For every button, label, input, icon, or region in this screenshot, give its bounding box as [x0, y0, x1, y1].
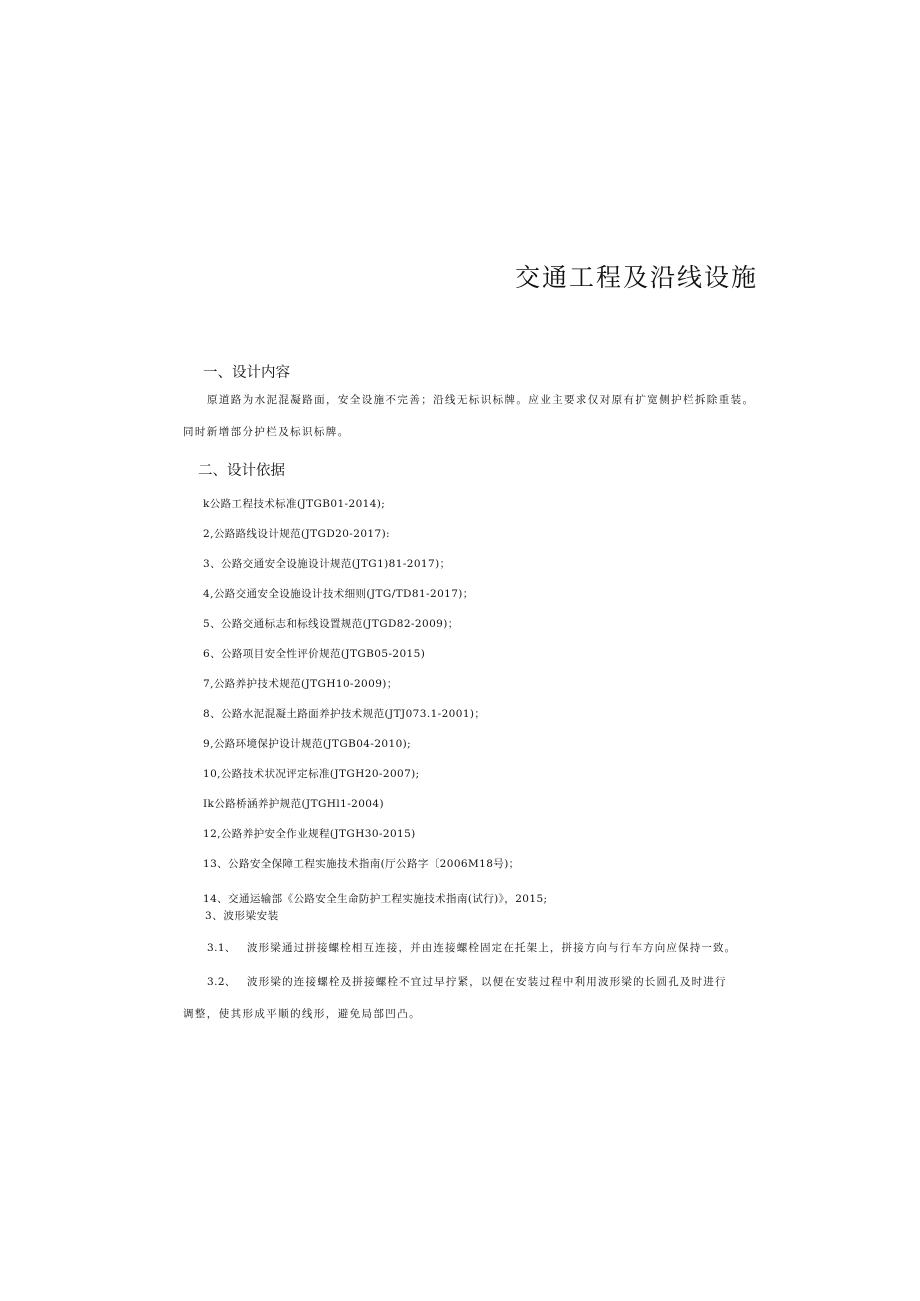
paragraph-line: 同时新增部分护栏及标识标牌。 [183, 426, 350, 438]
item-number: 3.2、 [207, 976, 236, 988]
item-text-continuation: 调整，使其形成平顺的线形，避免局部凹凸。 [183, 1008, 421, 1020]
section-heading-guardrail-installation: 3、波形梁安装 [205, 910, 279, 922]
reference-item: 6、公路项目安全性评价规范(JTGB05-2015) [203, 648, 426, 660]
item-number: 3.1、 [207, 942, 236, 954]
item-text: 波形梁通过拼接螺栓相互连接，并由连接螺栓固定在托架上，拼接方向与行车方向应保持一致。 [247, 942, 737, 954]
document-title: 交通工程及沿线设施 [514, 263, 758, 292]
reference-item: 2,公路路线设计规范(JTGD20-2017): [203, 528, 390, 540]
reference-item: 9,公路环境保护设计规范(JTGB04-2010); [203, 738, 412, 750]
reference-item: 14、交通运输部《公路安全生命防护工程实施技术指南(试行)》，2015; [203, 893, 548, 905]
reference-item: 7,公路养护技术规范(JTGH10-2009)； [203, 678, 398, 690]
paragraph-line: 原道路为水泥混凝路面，安全设施不完善；沿线无标识标牌。应业主要求仅对原有扩宽侧护栏拆除重装。 [207, 394, 755, 406]
reference-item: 13、公路安全保障工程实施技术指南(厅公路字〔2006M18号)； [203, 858, 520, 870]
reference-item: 3、公路交通安全设施设计规范(JTG1)81-2017)； [203, 558, 451, 570]
reference-item: 4,公路交通安全设施设计技术细则(JTG/TD81-2017)； [203, 588, 474, 600]
item-text: 波形梁的连接螺栓及拼接螺栓不宜过早拧紧，以便在安装过程中利用波形梁的长圆孔及时进行 [247, 976, 727, 988]
reference-item: 12,公路养护安全作业规程(JTGH30-2015) [203, 828, 416, 840]
reference-item: k公路工程技术标准(JTGB01-2014); [203, 498, 386, 510]
reference-item: 8、公路水泥混凝土路面养护技术规范(JTJ073.1-2001)； [203, 708, 486, 720]
section-heading-design-basis: 二、设计依据 [198, 463, 285, 479]
section-heading-design-content: 一、设计内容 [203, 365, 290, 381]
reference-item: Ik公路桥涵养护规范(JTGHl1-2004) [203, 798, 384, 810]
reference-item: 10,公路技术状况评定标准(JTGH20-2007); [203, 768, 420, 780]
reference-item: 5、公路交通标志和标线设置规范(JTGD82-2009)； [203, 618, 459, 630]
